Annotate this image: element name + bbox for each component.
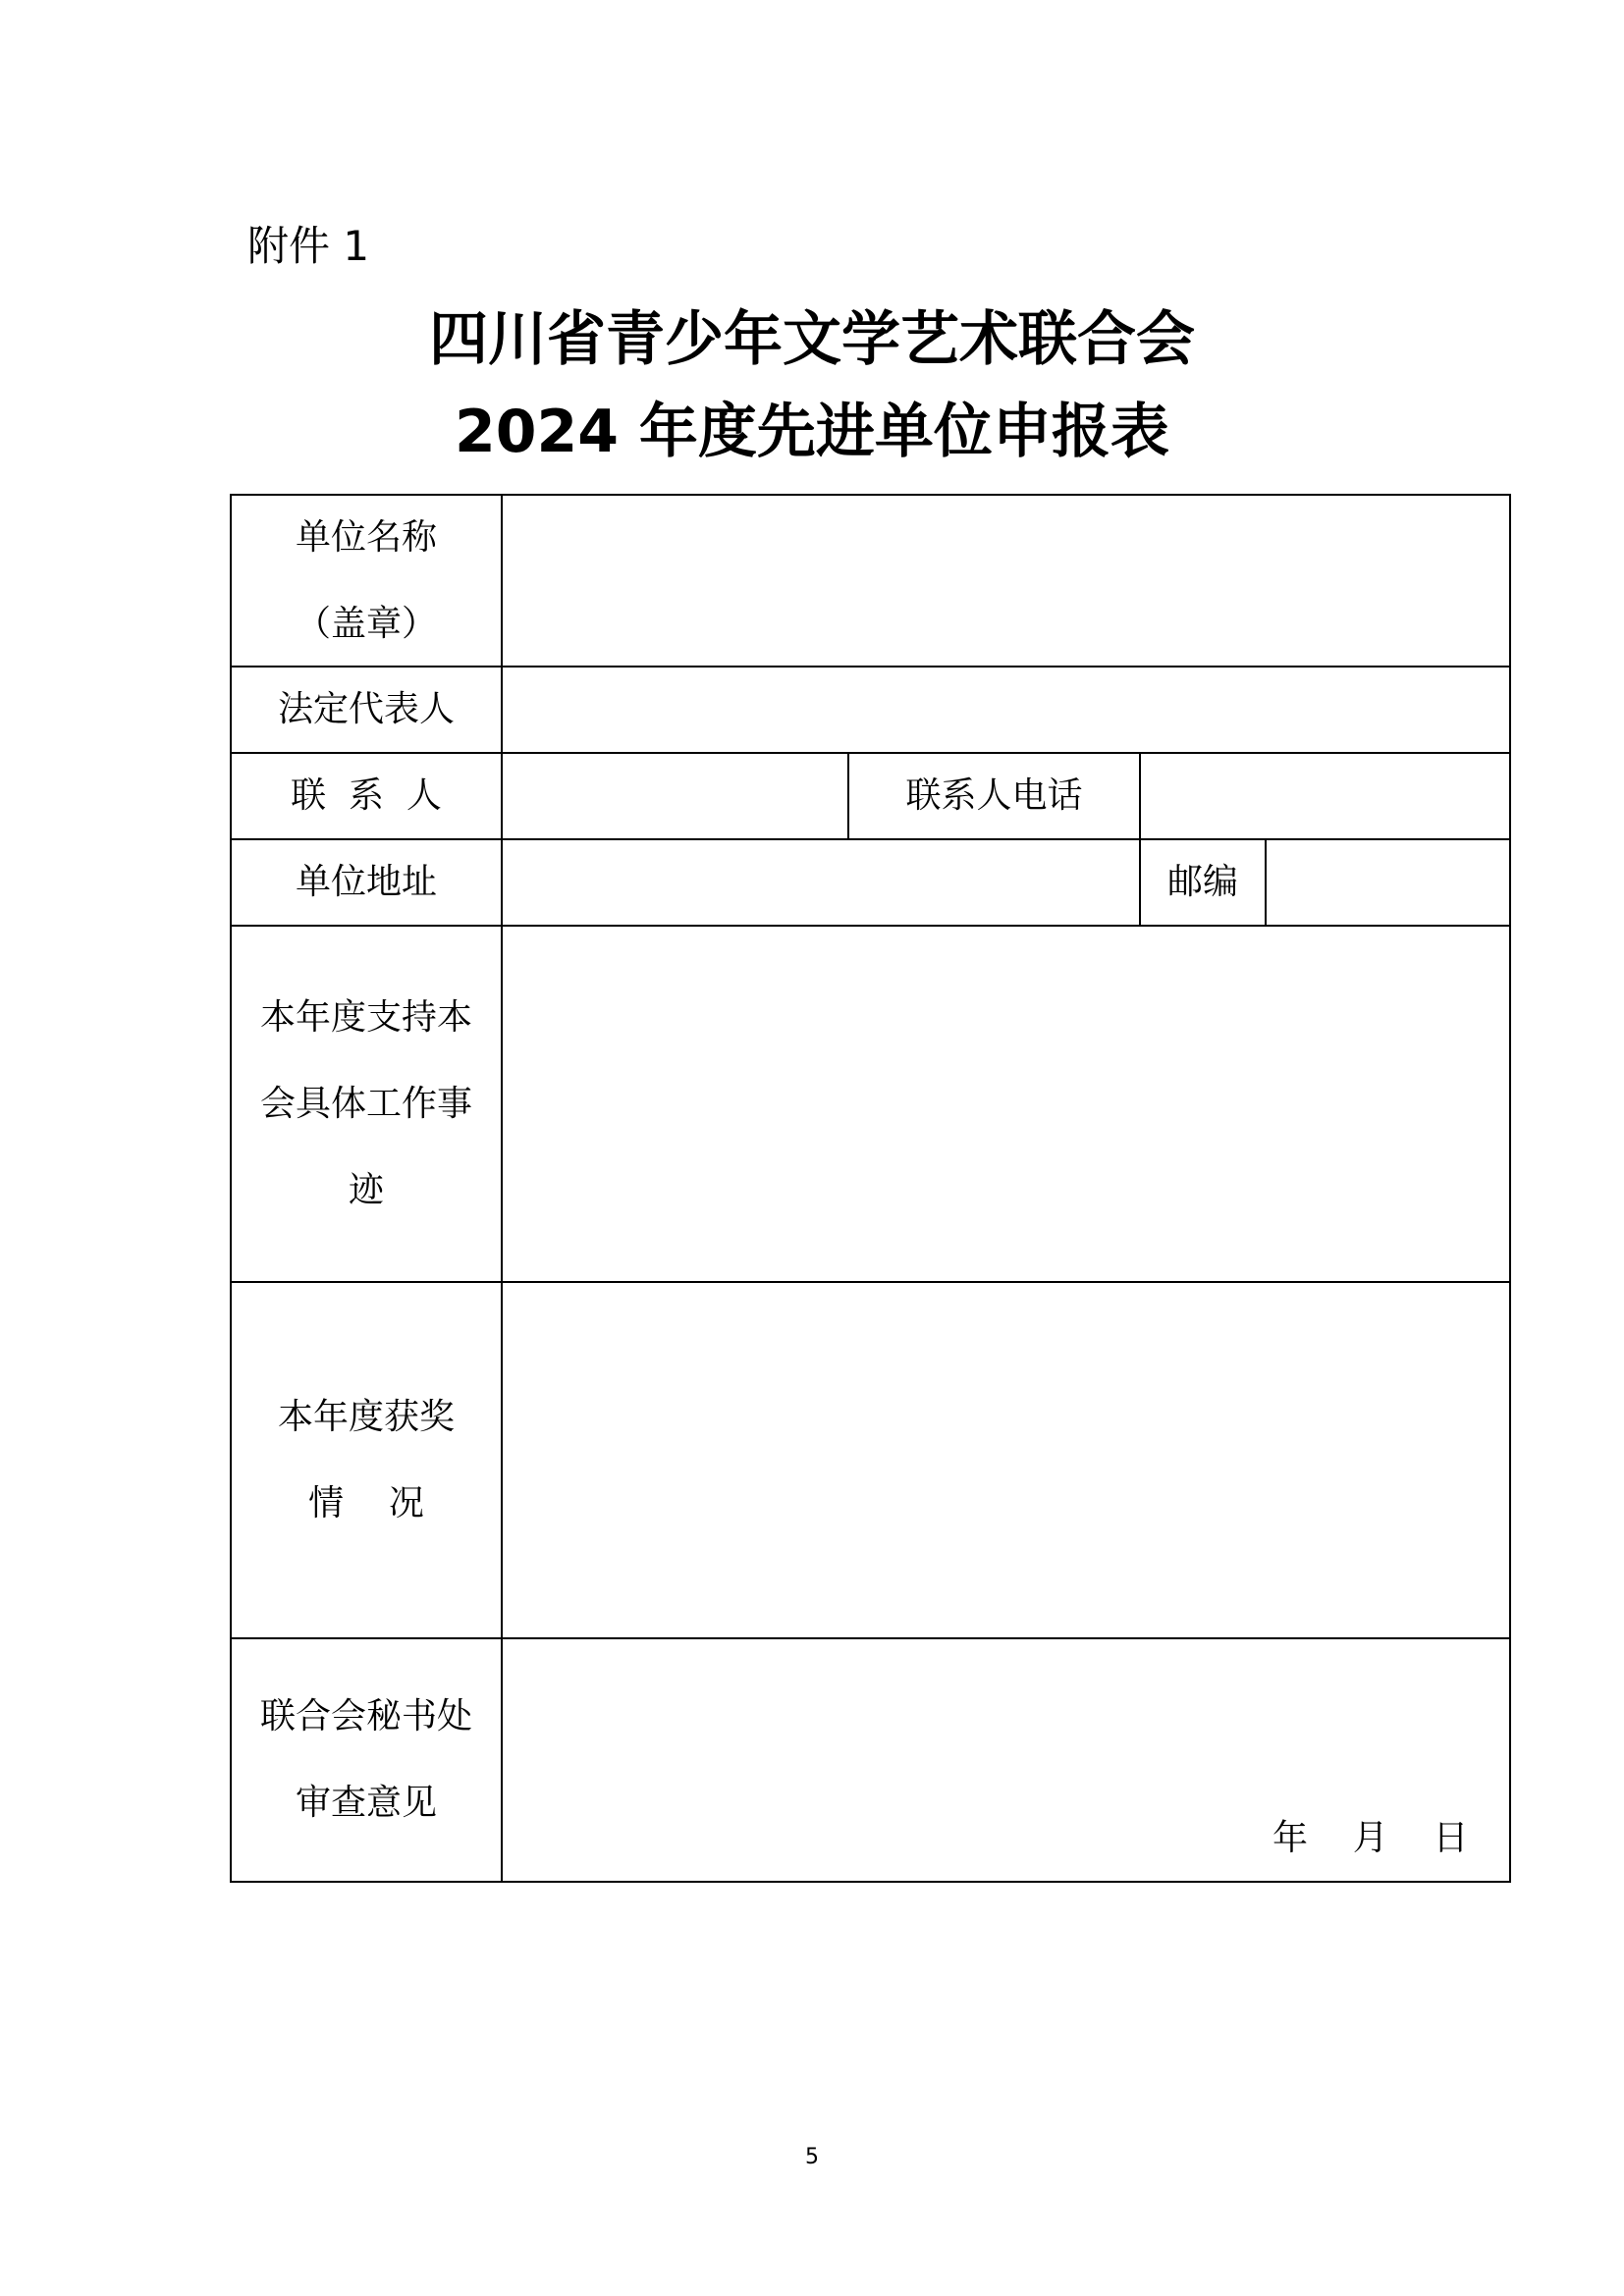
unit-address-label: 单位地址 [295, 862, 437, 902]
review-date-label: 年 月 日 [1272, 1818, 1469, 1858]
unit-address-field[interactable] [503, 840, 1139, 925]
attachment-label: 附件 1 [247, 222, 370, 270]
postcode-label: 邮编 [1166, 862, 1238, 902]
legal-representative-label: 法定代表人 [277, 689, 455, 729]
contact-phone-label: 联系人电话 [905, 775, 1083, 816]
contact-person-label: 联 系 人 [291, 775, 442, 816]
work-deeds-field[interactable] [503, 927, 1509, 1281]
contact-person-field[interactable] [503, 754, 847, 838]
legal-representative-field[interactable] [503, 667, 1509, 752]
secretariat-review-label: 联合会秘书处 审查意见 [259, 1696, 472, 1823]
contact-phone-field[interactable] [1141, 754, 1509, 838]
unit-name-label: 单位名称 （盖章） [295, 516, 437, 644]
awards-label: 本年度获奖 情 况 [277, 1396, 455, 1523]
page-title: 四川省青少年文学艺术联合会 [429, 305, 1195, 374]
unit-name-field[interactable] [503, 496, 1509, 666]
work-deeds-label: 本年度支持本 会具体工作事 迹 [259, 996, 472, 1210]
page-subtitle: 2024 年度先进单位申报表 [455, 398, 1169, 466]
page-number: 5 [805, 2145, 819, 2169]
awards-field[interactable] [503, 1283, 1509, 1637]
postcode-field[interactable] [1267, 840, 1509, 925]
